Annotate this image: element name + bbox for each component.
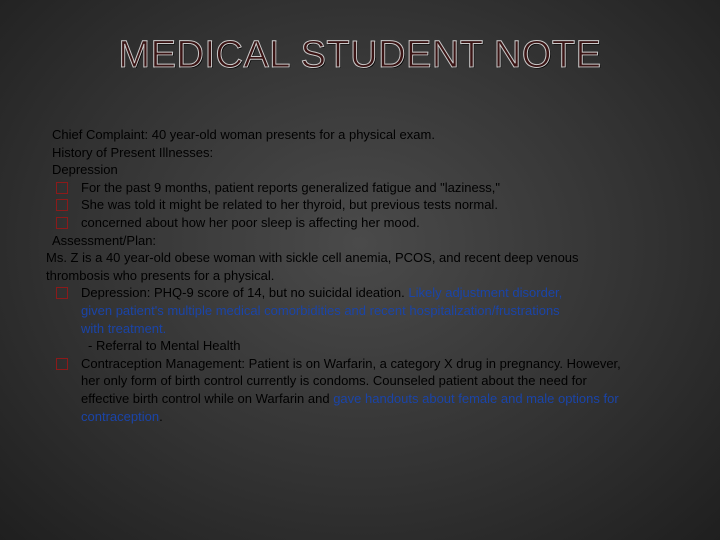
plan-depression-assessment: Likely adjustment disorder, given patient's multiple medical comorbidities and recent hospitalization/frustrations with treatment.: [81, 285, 563, 336]
bullet-box-icon: [56, 358, 68, 370]
plan-depression-text: [81, 284, 576, 337]
hpi-label: History of Present Illnesses:: [52, 144, 214, 160]
bullet-box-icon: [56, 182, 68, 194]
plan-bullet-contraception: [46, 355, 638, 425]
plan-contraception-main: Contraception Management: Patient is on Warfarin, a category X drug in pregnancy. However, her only form of birth control currently is condoms. Counseled patient about the need for effective birth control while on Warfarin and: [81, 355, 621, 406]
chief-complaint: Chief Complaint: 40 year-old woman presents for a physical exam.: [52, 127, 435, 142]
bullet-box-icon: [56, 199, 68, 211]
hpi-bullet: [46, 214, 646, 232]
plan-contraception-handouts: gave handouts about female and male options for contraception: [81, 390, 619, 424]
plan-contraception-end: .: [159, 408, 163, 424]
plan-referral: - Referral to Mental Health: [88, 338, 241, 354]
depression-label: Depression: [52, 162, 118, 178]
note-body: [46, 126, 646, 425]
hpi-bullet: [46, 196, 646, 214]
bullet-box-icon: [56, 287, 68, 299]
patient-summary: Ms. Z is a 40 year-old obese woman with sickle cell anemia, PCOS, and recent deep venous thrombosis who presents for a physical.: [46, 250, 579, 283]
hpi-bullet-text: concerned about how her poor sleep is affecting her mood.: [81, 214, 420, 230]
plan-contraception-text: [81, 355, 638, 425]
assessment-label: Assessment/Plan:: [52, 232, 157, 248]
hpi-bullet-text: For the past 9 months, patient reports generalized fatigue and "laziness,": [81, 179, 500, 195]
hpi-bullet: [46, 179, 646, 197]
slide-title: MEDICAL STUDENT NOTE: [118, 34, 602, 76]
plan-bullet-depression: [46, 284, 576, 337]
bullet-box-icon: [56, 217, 68, 229]
plan-depression-main: Depression: PHQ-9 score of 14, but no suicidal ideation.: [81, 285, 405, 301]
hpi-bullet-text: She was told it might be related to her thyroid, but previous tests normal.: [81, 197, 498, 213]
